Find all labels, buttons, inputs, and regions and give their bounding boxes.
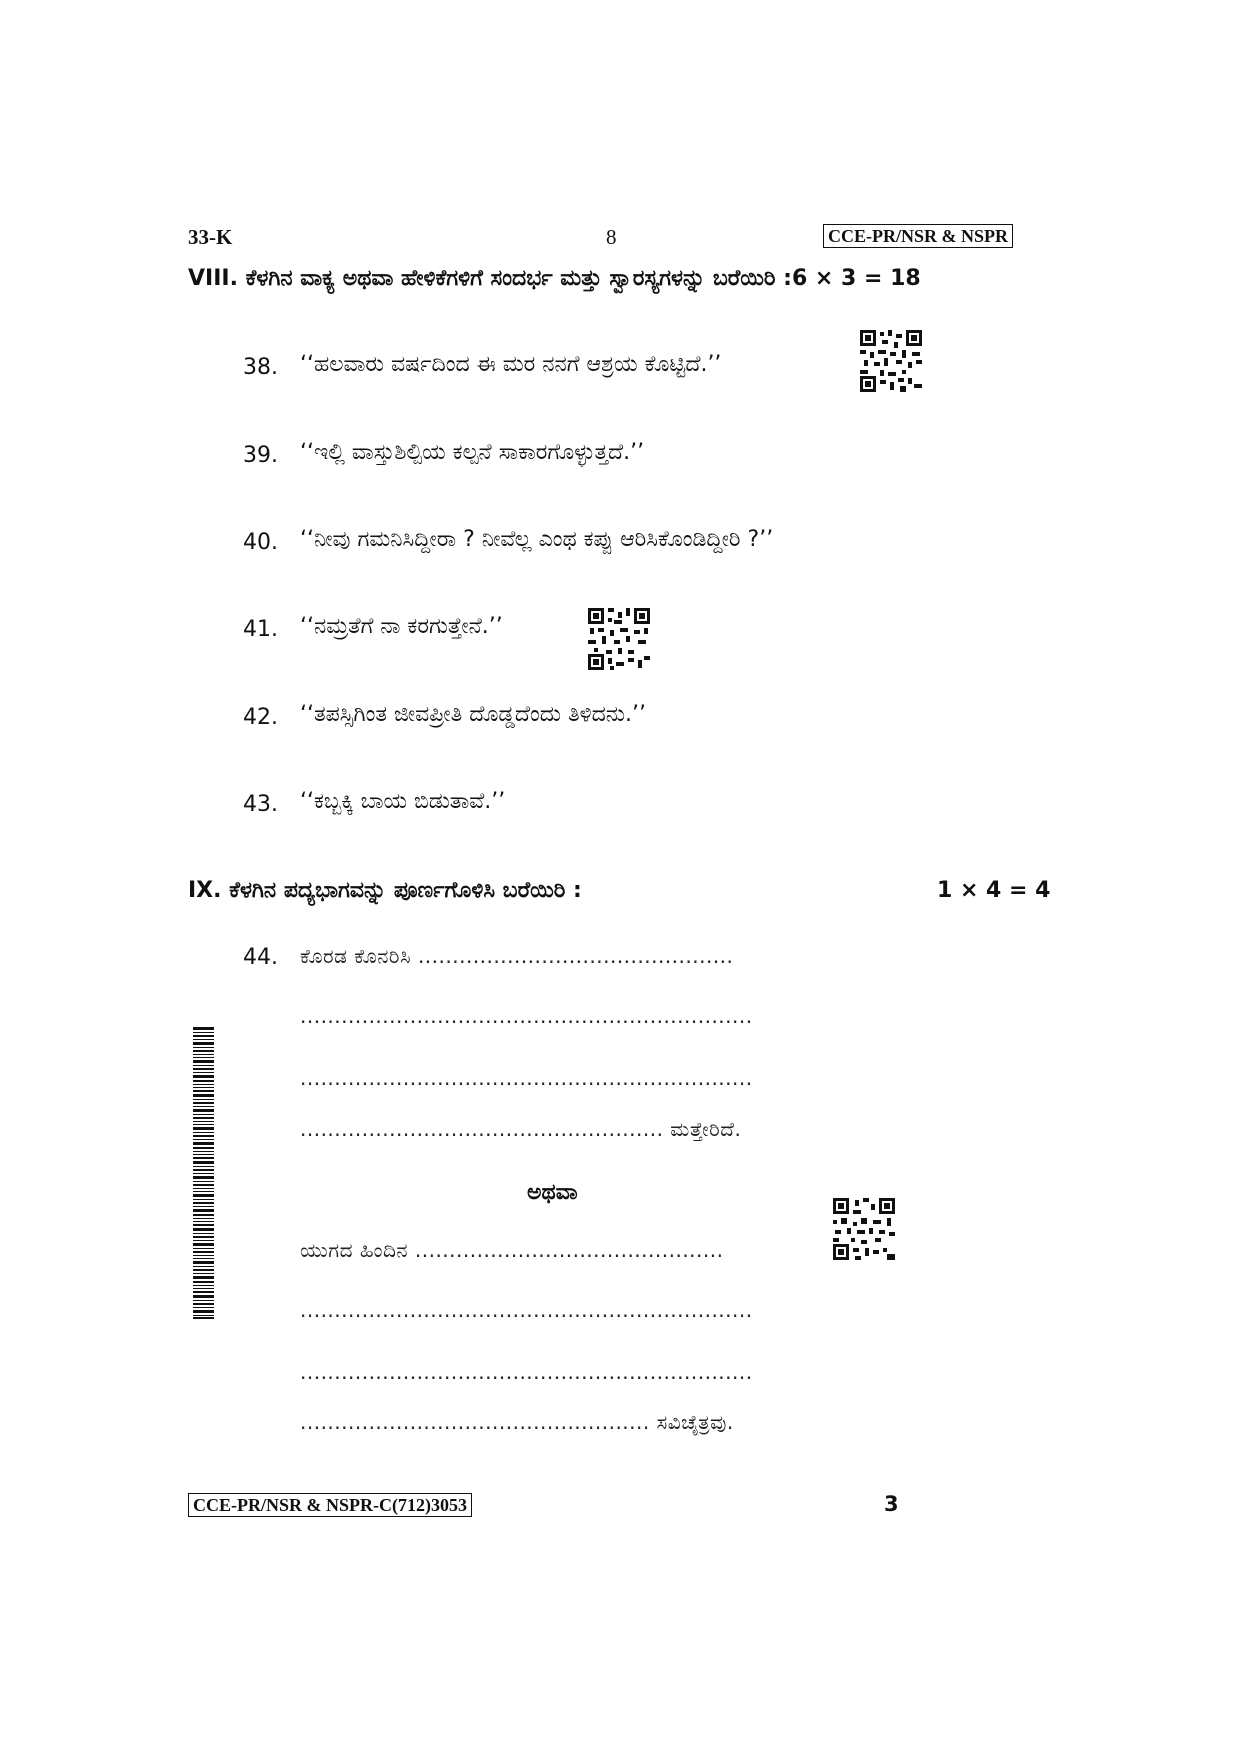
question-text: ‘‘ನೀವು ಗಮನಿಸಿದ್ದೀರಾ ? ನೀವೆಲ್ಲ ಎಂಥ ಕಪ್ಪು ಆರಿಸಿಕೊಂಡಿದ್ದೀರಿ ?’’ <box>300 527 774 552</box>
section-viii-marks: 6 × 3 = 18 <box>791 266 921 291</box>
alt-poem-line-2: .................................................................. <box>300 1298 753 1322</box>
section-ix-marks: 1 × 4 = 4 <box>937 878 1051 903</box>
poem-line-4: ..................................................... ಮತ್ತೇರಿದೆ. <box>300 1117 742 1141</box>
page-number: 8 <box>606 225 617 249</box>
question-text: ‘‘ಇಲ್ಲಿ ವಾಸ್ತುಶಿಲ್ಪಿಯ ಕಲ್ಪನೆ ಸಾಕಾರಗೊಳ್ಳುತ್ತದೆ.’’ <box>300 440 645 465</box>
series-code-box: CCE-PR/NSR & NSPR <box>823 224 1013 248</box>
or-label: ಅಥವಾ <box>527 1180 578 1205</box>
poem-line-1: ಕೊರಡ ಕೊನರಿಸಿ .............................................. <box>300 944 734 968</box>
question-number: 41. <box>243 617 278 642</box>
question-text: ‘‘ಹಲವಾರು ವರ್ಷದಿಂದ ಈ ಮರ ನನಗೆ ಆಶ್ರಯ ಕೊಟ್ಟಿದೆ.’’ <box>300 352 722 377</box>
section-viii-title <box>188 266 921 291</box>
question-number: 38. <box>243 355 278 380</box>
qr-code-icon <box>860 330 922 392</box>
barcode-icon <box>193 1027 214 1319</box>
alt-poem-line-3: .................................................................. <box>300 1360 753 1384</box>
question-text: ‘‘ತಪಸ್ಸಿಗಿಂತ ಜೀವಪ್ರೀತಿ ದೊಡ್ಡದೆಂದು ತಿಳಿದನು.’’ <box>300 702 647 727</box>
question-number: 42. <box>243 705 278 730</box>
question-text: ‘‘ನಮ್ರತೆಗೆ ನಾ ಕರಗುತ್ತೇನೆ.’’ <box>300 614 503 639</box>
alt-poem-line-1: ಯುಗದ ಹಿಂದಿನ ............................................. <box>300 1238 724 1262</box>
footer-page-number: 3 <box>884 1492 899 1516</box>
qr-code-icon <box>833 1198 895 1260</box>
section-viii-instruction: VIII. ಕೆಳಗಿನ ವಾಕ್ಯ ಅಥವಾ ಹೇಳಿಕೆಗಳಿಗೆ ಸಂದರ್ಭ ಮತ್ತು ಸ್ವಾರಸ್ಯಗಳನ್ನು ಬರೆಯಿರಿ : <box>188 266 792 291</box>
alt-poem-line-4: ................................................... ಸವಿಚೈತ್ರವು. <box>300 1410 734 1434</box>
question-number: 43. <box>243 792 278 817</box>
footer-code-box: CCE-PR/NSR & NSPR-C(712)3053 <box>188 1493 472 1517</box>
qr-code-icon <box>588 608 650 670</box>
question-number: 40. <box>243 530 278 555</box>
question-number: 39. <box>243 443 278 468</box>
question-text: ‘‘ಕಬ್ಬಕ್ಕಿ ಬಾಯ ಬಿಡುತಾವೆ.’’ <box>300 789 506 814</box>
question-number: 44. <box>243 945 278 970</box>
poem-line-3: .................................................................. <box>300 1066 753 1090</box>
poem-line-2: .................................................................. <box>300 1004 753 1028</box>
paper-code: 33-K <box>188 225 233 249</box>
section-ix-title: IX. ಕೆಳಗಿನ ಪದ್ಯಭಾಗವನ್ನು ಪೂರ್ಣಗೊಳಿಸಿ ಬರೆಯಿರಿ : <box>188 878 582 903</box>
